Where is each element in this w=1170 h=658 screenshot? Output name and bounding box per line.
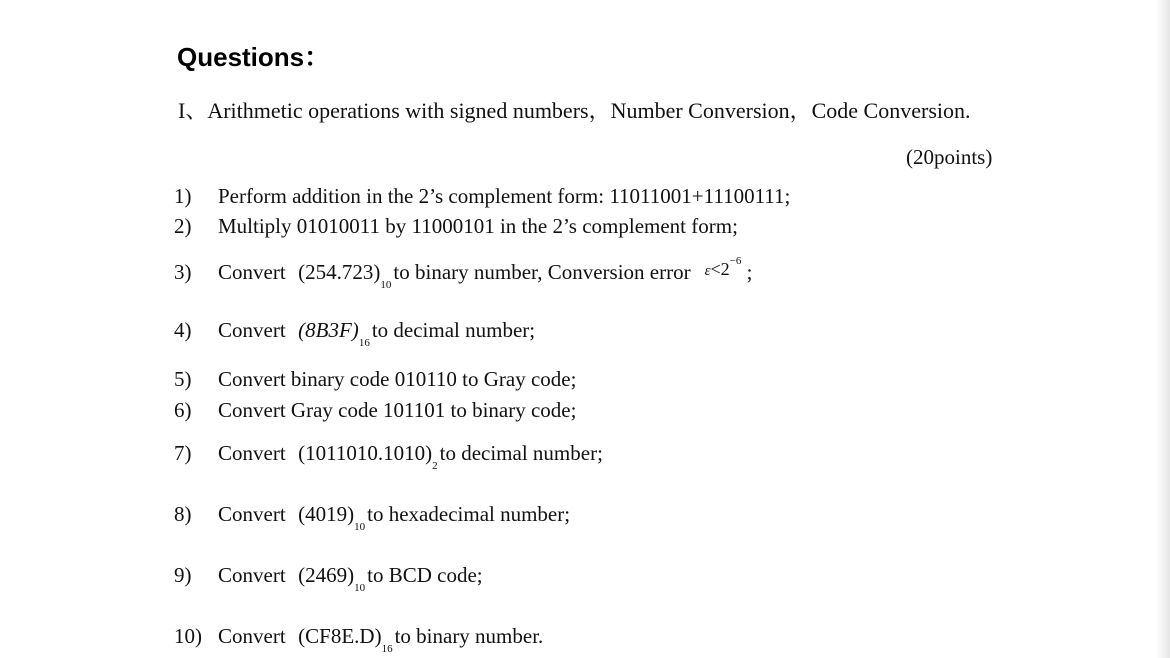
question-9 bbox=[174, 560, 483, 594]
question-verb: Convert bbox=[218, 441, 286, 465]
question-number: 3) bbox=[174, 260, 192, 284]
question-text: to binary number. bbox=[394, 624, 544, 648]
page-edge-shadow bbox=[1156, 0, 1170, 658]
question-base: 10 bbox=[354, 521, 366, 533]
question-number: 2) bbox=[174, 214, 192, 238]
question-10 bbox=[174, 621, 543, 655]
question-number: 5) bbox=[174, 367, 192, 391]
question-text: to hexadecimal number; bbox=[367, 502, 571, 526]
less-than-symbol: < bbox=[710, 259, 721, 279]
question-number: 1) bbox=[174, 184, 192, 208]
question-text: Convert binary code 010110 to Gray code; bbox=[218, 367, 577, 391]
question-value: (254.723) bbox=[298, 260, 381, 284]
section-points: (20points) bbox=[906, 145, 993, 169]
question-base: 10 bbox=[380, 279, 392, 291]
question-value: (4019) bbox=[298, 502, 355, 526]
question-6 bbox=[174, 395, 576, 425]
question-end: ; bbox=[746, 260, 753, 284]
section-title: I、Arithmetic operations with signed numbers，Number Conversion，Code Conversion. bbox=[178, 98, 971, 123]
question-verb: Convert bbox=[218, 563, 286, 587]
question-value: (8B3F) bbox=[298, 318, 359, 342]
question-text: to decimal number; bbox=[371, 318, 536, 342]
question-number: 9) bbox=[174, 563, 192, 587]
question-base: 16 bbox=[381, 643, 393, 655]
question-verb: Convert bbox=[218, 318, 286, 342]
question-text: Convert Gray code 101101 to binary code; bbox=[218, 398, 577, 422]
question-4 bbox=[174, 315, 535, 349]
power-base: 2 bbox=[720, 259, 730, 279]
question-7 bbox=[174, 438, 603, 472]
question-number: 10) bbox=[174, 624, 202, 648]
page-heading: Questions： bbox=[177, 42, 331, 72]
question-base: 16 bbox=[358, 337, 370, 349]
question-1 bbox=[174, 181, 790, 211]
question-text: Perform addition in the 2’s complement form: 11011001+11100111; bbox=[218, 184, 791, 208]
question-number: 7) bbox=[174, 441, 192, 465]
question-value: (1011010.1010) bbox=[298, 441, 433, 465]
question-value: (2469) bbox=[298, 563, 355, 587]
question-base: 10 bbox=[354, 582, 366, 594]
question-8 bbox=[174, 499, 570, 533]
question-number: 4) bbox=[174, 318, 192, 342]
question-3 bbox=[174, 257, 752, 291]
question-base: 2 bbox=[432, 460, 438, 472]
question-text: to BCD code; bbox=[367, 563, 483, 587]
question-text: Multiply 01010011 by 11000101 in the 2’s complement form; bbox=[218, 214, 738, 238]
question-5 bbox=[174, 364, 576, 394]
question-verb: Convert bbox=[218, 502, 286, 526]
question-value: (CF8E.D) bbox=[298, 624, 382, 648]
question-verb: Convert bbox=[218, 624, 286, 648]
question-text: to binary number, Conversion error bbox=[393, 260, 691, 284]
question-verb: Convert bbox=[218, 260, 286, 284]
question-number: 6) bbox=[174, 398, 192, 422]
question-text: to decimal number; bbox=[439, 441, 603, 465]
epsilon-symbol: ε bbox=[704, 263, 711, 279]
question-number: 8) bbox=[174, 502, 192, 526]
question-2 bbox=[174, 211, 738, 241]
power-exponent: −6 bbox=[729, 255, 742, 267]
